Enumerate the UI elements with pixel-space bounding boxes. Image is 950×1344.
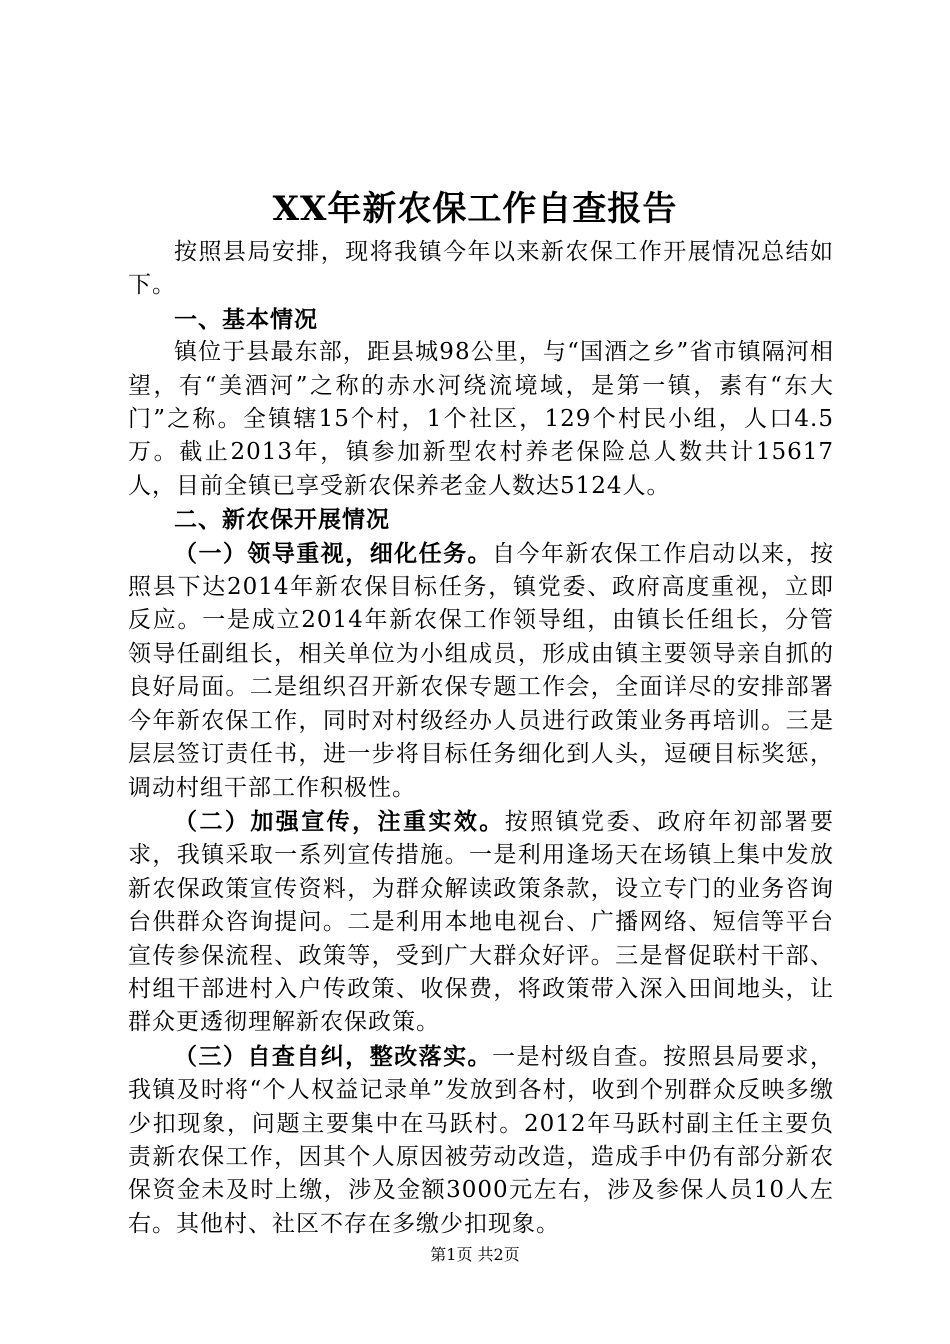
section-heading-progress: 二、新农保开展情况 xyxy=(174,506,390,534)
subsection-text: 按照镇党委、政府年初部署要求，我镇采取一系列宣传措施。一是利用逢场天在场镇上集中发放新农保政策宣传资料，为群众解读政策条款，设立专门的业务咨询台供群众咨询提问。二是利用本地电视台、广播网络、短信等平台宣传参保流程、政策等，受到广大群众好评。三是督促联村干部、村组干部进村入户传政策、收保费，将政策带入深入田间地头，让群众更透彻理解新农保政策。 xyxy=(128,808,835,1036)
subsection-text: 自今年新农保工作启动以来，按照县下达2014年新农保目标任务，镇党委、政府高度重视，立即反应。一是成立2014年新农保工作领导组，由镇长任组长，分管领导任副组长，相关单位为小组成员，形成由镇主要领导亲自抓的良好局面。二是组织召开新农保专题工作会，全面详尽的安排部署今年新农保工作，同时对村级经办人员进行政策业务再培训。三是层层签订责任书，进一步将目标任务细化到人头，逗硬目标奖惩，调动村组干部工作积极性。 xyxy=(128,540,835,801)
subsection-lead: （二）加强宣传，注重实效。 xyxy=(174,807,505,835)
document-title: XX年新农保工作自查报告 xyxy=(272,189,678,229)
basic-info-paragraph: 镇位于县最东部，距县城98公里，与“国酒之乡”省市镇隔河相望，有“美酒河”之称的赤水河绕流境域，是第一镇，素有“东大门”之称。全镇辖15个村，1个社区，129个村民小组，人口4.5万。截止2013年，镇参加新型农村养老保险总人数共计15617人，目前全镇已享受新农保养老金人数达5124人。 xyxy=(128,339,834,499)
subsection-lead: （一）领导重视，细化任务。 xyxy=(174,539,492,567)
subsection-self-inspection xyxy=(128,1040,834,1241)
subsection-lead: （三）自查自纠，整改落实。 xyxy=(174,1042,492,1070)
section-heading-basic-info: 一、基本情况 xyxy=(174,305,318,333)
page-number-footer: 第1页 共2页 xyxy=(430,1245,520,1264)
document-body xyxy=(128,236,834,1241)
subsection-publicity xyxy=(128,805,834,1040)
subsection-leadership xyxy=(128,537,834,805)
subsection-text: 一是村级自查。按照县局要求，我镇及时将“个人权益记录单”发放到各村，收到个别群众反映多缴少扣现象，问题主要集中在马跃村。2012年马跃村副主任主要负责新农保工作，因其个人原因被劳动改造，造成手中仍有部分新农保资金未及时上缴，涉及金额3000元左右，涉及参保人员10人左右。其他村、社区不存在多缴少扣现象。 xyxy=(128,1043,835,1237)
intro-paragraph: 按照县局安排，现将我镇今年以来新农保工作开展情况总结如下。 xyxy=(128,239,834,299)
